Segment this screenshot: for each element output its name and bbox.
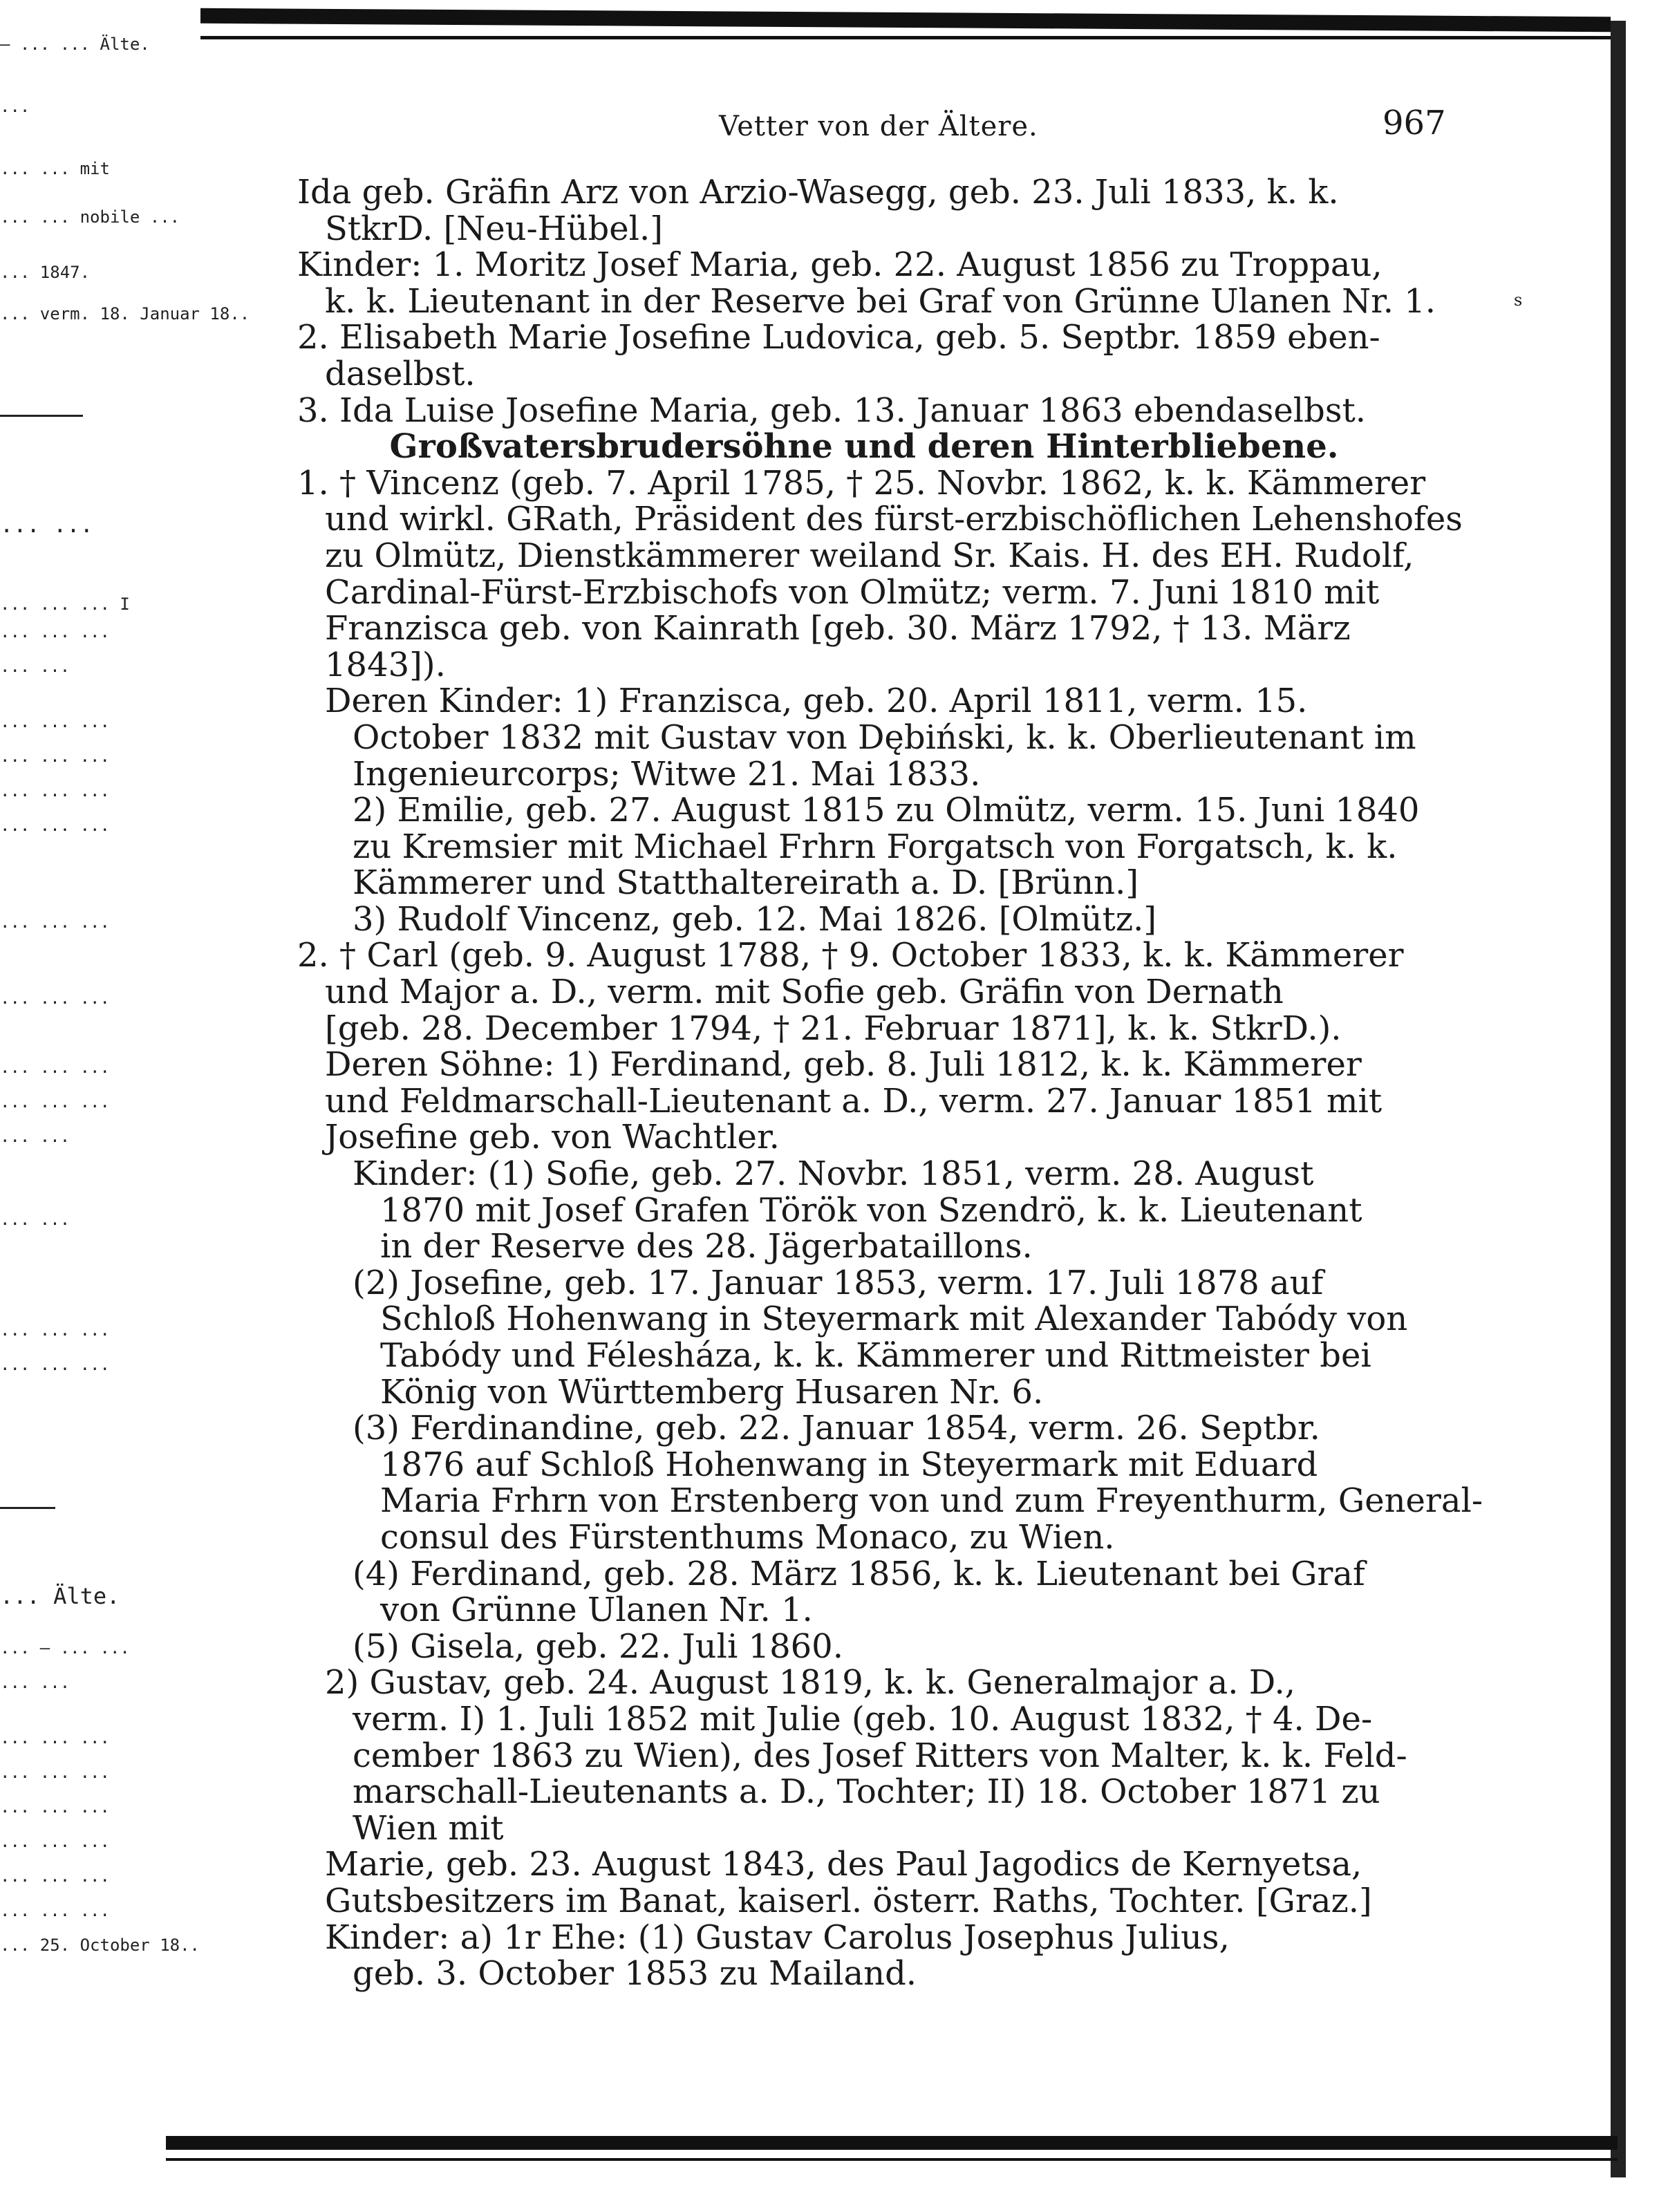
bottom-border-rule — [166, 2136, 1618, 2150]
gutter-line: ... ... nobile ... — [0, 207, 180, 227]
gutter-line: ... verm. 18. Januar 18.. — [0, 304, 250, 324]
gutter-line: ... 25. October 18.. — [0, 1936, 200, 1955]
text-line: consul des Fürstenthums Monaco, zu Wien. — [380, 1517, 1115, 1557]
gutter-line: ... ... ... — [0, 1901, 110, 1920]
text-line: 2. Elisabeth Marie Josefine Ludovica, geb. 5. Septbr. 1859 eben- — [297, 318, 1380, 357]
left-gutter-bleedthrough — [0, 0, 250, 2212]
text-line: 1843]). — [325, 645, 446, 684]
gutter-line: ... ... mit — [0, 159, 110, 178]
text-line: in der Reserve des 28. Jägerbataillons. — [380, 1227, 1033, 1266]
gutter-line: ... ... ... I — [0, 594, 130, 614]
gutter-line: ... ... ... — [0, 1092, 110, 1112]
gutter-line: ... ... — [0, 1210, 71, 1229]
gutter-line: ... ... ... — [0, 1355, 110, 1374]
top-border-rule — [200, 8, 1611, 32]
bottom-border-thin-rule — [166, 2158, 1618, 2161]
text-line: 1870 mit Josef Grafen Török von Szendrö, k. k. Lieutenant — [380, 1190, 1362, 1230]
text-line: Tabódy und Félesháza, k. k. Kämmerer und Rittmeister bei — [380, 1336, 1371, 1375]
gutter-line: ... ... ... — [0, 988, 110, 1008]
text-line: marschall-Lieutenants a. D., Tochter; II) 18. October 1871 zu — [353, 1772, 1380, 1812]
text-line: 1876 auf Schloß Hohenwang in Steyermark mit Eduard — [380, 1445, 1318, 1484]
gutter-line: ... ... — [0, 1127, 71, 1146]
text-line: 2) Emilie, geb. 27. August 1815 zu Olmütz, verm. 15. Juni 1840 — [353, 791, 1420, 830]
text-line: Josefine geb. von Wachtler. — [325, 1118, 780, 1157]
text-line: 2) Gustav, geb. 24. August 1819, k. k. Generalmajor a. D., — [325, 1663, 1296, 1703]
running-header: Vetter von der Ältere. — [719, 111, 1038, 142]
text-line: daselbst. — [325, 354, 476, 393]
text-line: Schloß Hohenwang in Steyermark mit Alexander Tabódy von — [380, 1300, 1408, 1339]
text-line: Franzisca geb. von Kainrath [geb. 30. März 1792, † 13. März — [325, 609, 1351, 648]
text-line: zu Kremsier mit Michael Frhrn Forgatsch von Forgatsch, k. k. — [353, 827, 1398, 866]
gutter-line: ... ... — [0, 512, 93, 538]
gutter-line: ... — ... ... — [0, 1638, 130, 1658]
text-line: (3) Ferdinandine, geb. 22. Januar 1854, verm. 26. Septbr. — [353, 1409, 1320, 1448]
gutter-line: ... ... ... — [0, 1058, 110, 1077]
gutter-line: ... ... — [0, 1673, 71, 1692]
gutter-line: ... ... ... — [0, 622, 110, 641]
text-line: Kinder: (1) Sofie, geb. 27. Novbr. 1851, verm. 28. August — [353, 1154, 1314, 1194]
gutter-line: ... ... ... — [0, 712, 110, 731]
gutter-rule — [0, 1507, 55, 1509]
text-line: Cardinal-Fürst-Erzbischofs von Olmütz; verm. 7. Juni 1810 mit — [325, 572, 1380, 612]
text-line: 3. Ida Luise Josefine Maria, geb. 13. Januar 1863 ebendaselbst. — [297, 391, 1367, 430]
text-line: verm. I) 1. Juli 1852 mit Julie (geb. 10. August 1832, † 4. De- — [353, 1699, 1373, 1738]
text-line: König von Württemberg Husaren Nr. 6. — [380, 1372, 1044, 1412]
page-number: 967 — [1382, 104, 1446, 142]
gutter-line: ... ... ... — [0, 1728, 110, 1747]
gutter-line: ... 1847. — [0, 263, 91, 282]
gutter-line: ... ... ... — [0, 1320, 110, 1340]
gutter-line: ... — [0, 97, 30, 116]
text-line: StkrD. [Neu-Hübel.] — [325, 209, 663, 248]
text-line: Ida geb. Gräfin Arz von Arzio-Wasegg, geb. 23. Juli 1833, k. k. — [297, 173, 1339, 212]
section-heading: Großvatersbrudersöhne und deren Hinterbliebene. — [389, 427, 1339, 467]
text-line: Kinder: 1. Moritz Josef Maria, geb. 22. August 1856 zu Troppau, — [297, 245, 1382, 285]
text-line: (5) Gisela, geb. 22. Juli 1860. — [353, 1627, 843, 1666]
page-edge-right — [1611, 21, 1626, 2177]
text-line: Kinder: a) 1r Ehe: (1) Gustav Carolus Josephus Julius, — [325, 1918, 1230, 1957]
text-line: und Feldmarschall-Lieutenant a. D., verm. 27. Januar 1851 mit — [325, 1081, 1382, 1121]
text-line: Marie, geb. 23. August 1843, des Paul Jagodics de Kernyetsa, — [325, 1845, 1362, 1884]
margin-mark: s — [1514, 290, 1523, 310]
gutter-line: ... ... — [0, 657, 71, 676]
text-line: 3) Rudolf Vincenz, geb. 12. Mai 1826. [Olmütz.] — [353, 899, 1157, 939]
text-line: Gutsbesitzers im Banat, kaiserl. österr. Raths, Tochter. [Graz.] — [325, 1881, 1372, 1920]
text-line: cember 1863 zu Wien), des Josef Ritters von Malter, k. k. Feld- — [353, 1736, 1407, 1775]
gutter-line: ... ... ... — [0, 816, 110, 835]
gutter-line: ... ... ... — [0, 1797, 110, 1817]
text-line: Deren Kinder: 1) Franzisca, geb. 20. April 1811, verm. 15. — [325, 682, 1308, 721]
text-line: Wien mit — [353, 1808, 504, 1848]
gutter-line: ... ... ... — [0, 912, 110, 932]
text-line: Maria Frhrn von Erstenberg von und zum Freyenthurm, General- — [380, 1481, 1483, 1521]
gutter-line: — ... ... Älte. — [0, 35, 150, 54]
text-line: von Grünne Ulanen Nr. 1. — [380, 1591, 813, 1630]
top-border-thin-rule — [200, 36, 1611, 39]
text-line: 2. † Carl (geb. 9. August 1788, † 9. October 1833, k. k. Kämmerer — [297, 936, 1404, 975]
gutter-line: ... ... ... — [0, 781, 110, 800]
gutter-rule — [0, 415, 83, 417]
gutter-line: ... ... ... — [0, 1763, 110, 1782]
text-line: [geb. 28. December 1794, † 21. Februar 1871], k. k. StkrD.). — [325, 1009, 1342, 1048]
text-line: geb. 3. October 1853 zu Mailand. — [353, 1954, 917, 1994]
gutter-line: ... ... ... — [0, 1866, 110, 1886]
text-line: und Major a. D., verm. mit Sofie geb. Gräfin von Dernath — [325, 973, 1284, 1012]
text-line: October 1832 mit Gustav von Dębiński, k. k. Oberlieutenant im — [353, 718, 1416, 757]
text-line: und wirkl. GRath, Präsident des fürst-erzbischöflichen Lehenshofes — [325, 500, 1463, 539]
text-line: (2) Josefine, geb. 17. Januar 1853, verm. 17. Juli 1878 auf — [353, 1263, 1324, 1302]
text-line: 1. † Vincenz (geb. 7. April 1785, † 25. Novbr. 1862, k. k. Kämmerer — [297, 463, 1426, 503]
body-text — [297, 173, 1483, 1994]
text-line: (4) Ferdinand, geb. 28. März 1856, k. k. Lieutenant bei Graf — [353, 1554, 1365, 1593]
text-line: k. k. Lieutenant in der Reserve bei Graf von Grünne Ulanen Nr. 1. — [325, 281, 1436, 321]
gutter-line: ... Älte. — [0, 1583, 120, 1609]
text-line: zu Olmütz, Dienstkämmerer weiland Sr. Kais. H. des EH. Rudolf, — [325, 536, 1414, 575]
gutter-line: ... ... ... — [0, 747, 110, 766]
text-line: Deren Söhne: 1) Ferdinand, geb. 8. Juli 1812, k. k. Kämmerer — [325, 1045, 1362, 1085]
text-line: Kämmerer und Statthaltereirath a. D. [Brünn.] — [353, 863, 1139, 903]
text-line: Ingenieurcorps; Witwe 21. Mai 1833. — [353, 754, 981, 794]
gutter-line: ... ... ... — [0, 1832, 110, 1851]
